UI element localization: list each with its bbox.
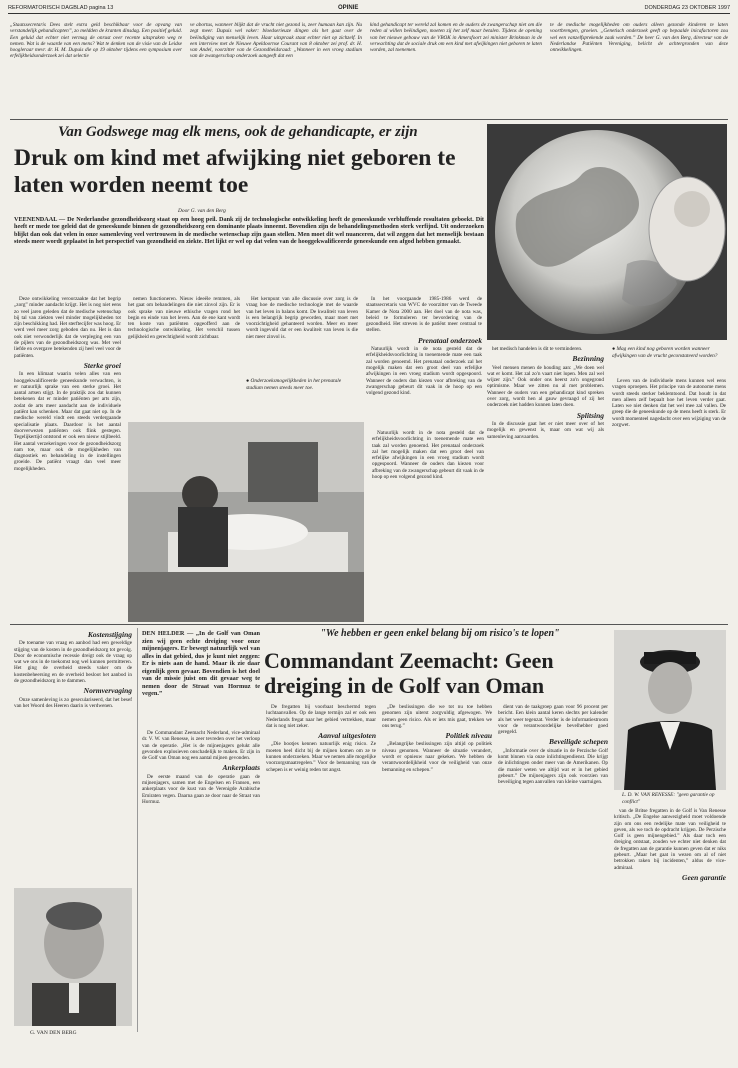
article2-headline: Commandant Zeemacht: Geen dreiging in de Golf van Oman: [264, 648, 554, 698]
article1-right-col: [614, 808, 726, 883]
article1-byline: Door G. van den Berg: [178, 208, 226, 214]
article1-col4-para: In het voorgaande 1985-1986 werd de staatssecretaris van WVC de voorzitter van de Tweede Kamer de Nota 2000 aan. Het doel van de nota was, beleid te formuleren ter bevordering van de gezondheid. Het streven is de patiënt meer centraal te stellen.: [366, 296, 482, 334]
caption-bullet-icon: ●: [246, 378, 250, 384]
subhead-kostenstijging: Kostenstijging: [87, 630, 132, 639]
subhead-geen-garantie: Geen garantie: [682, 872, 726, 882]
hospital-photo: [128, 422, 364, 622]
globe-embryo-photo: [487, 124, 727, 340]
article1-col1-para: Deze ontwikkeling veroorzaakte dat het begrip „zorg” minder aandacht krijgt. Het is nog niet eens zo veel jaren geleden dat de medische wetenschap bij tal van ziekten veel minder mogelijkheden tot zijn beschikking had. Het sterftecijfer was hoog. Er werd veel meer zorg geboden dan nu. Het is dan ook niet verwonderlijk dat de verpleging een van de pijlers van de gezondheidszorg was. Met veel liefde en overgave betekenden zij heel veel voor de patiënten.: [14, 296, 121, 359]
article2-col3-para2: „Belangrijke beslissingen zijn altijd op politiek niveau genomen. Wanneer de situatie verandert, wordt er opnieuw naar gekeken. We hebben de verantwoordelijkheid voor de veiligheid van onze bemanning en schepen.”: [382, 741, 492, 773]
article1-col3: [246, 296, 358, 342]
article1-col2-para: nemen functioneren. Nieuw ideeële remmen, als het gaat om behandelingen die niet zinvol zijn. Er is ook sprake van nieuwe ethische vragen rond het begin en einde van het leven. Aan de ene kant wordt ten koste van patiënten opgeofferd aan de technologische ontwikkeling. Het verschil tussen gelijkheid en gerechtigheid wordt zichtbaar.: [128, 296, 240, 340]
article1-col7: [14, 628, 132, 711]
article2-col2-para: De fregatten bij voorbaat beschermd tegen luchtaanvallen. Op de lange termijn zal er ook een Nederlands fregat naar het gebied vertrekken, maar dat is nog niet zeker.: [266, 704, 376, 729]
prenatal-caption: Onderzoeksmogelijkheden in het prenatale stadium nemen steeds meer toe.: [246, 378, 342, 391]
portrait-caption: G. VAN DEN BERG: [30, 1030, 77, 1036]
article1-col6: [612, 378, 726, 430]
subhead-beveiligde: Beveiligde schepen: [549, 737, 608, 747]
column-rule: [137, 628, 138, 1032]
subhead-aanval: Aanval uitgesloten: [318, 731, 376, 741]
article1-col6-para: Leven van de individuele mens kunnen wel eens vragen oproepen. Het principe van de autonome mens wordt steeds sterker beklemtoond. Dat houdt in dat men alleen zelf bepaalt hoe het leven verder gaat. Laten we niet denken dat het wel mee zal vallen. De greep die de geneeskunde op de mens heeft is sterk. Er wordt momenteel nagedacht over een wijziging van de zorgwet.: [612, 378, 726, 429]
subhead-splitsing: Splitsing: [576, 410, 604, 420]
intro-col-3: kind gehandicapt ter wereld zal komen en de ouders de zwangerschap niet om die reden al willen beëindigen, moeten zij het zelf maar betalen. Tijdens de opening van het nieuwe gebouw van de VBOK in Amersfoort zei minister Brinkman in de verwachting dat de sociale druk om een kind met afwijkingen niet geboren te laten worden, zal toenemen.: [370, 22, 542, 54]
article1-col1: [14, 296, 121, 474]
article1-col4: [366, 296, 482, 398]
article2-col1-para2: De eerste maand van de operatie gaan de mijnenjagers, samen met de Engelsen en Fransen, een ankerplaats voor de kust van de Verenigde Arabische Emiraten vegen. Daarna gaan ze door naar de Straat van Hormuz.: [142, 773, 260, 805]
article2-col4-para2: „Informatie over de situatie in de Perzische Golf komt binnen via onze inlichtingendienst. Die krijgt de inlichtingen onder meer van de Amerikanen. Op die manier weten we altijd wat er in het gebied gebeurt.” De mijnenjagers zijn ook voorzien van beveiliging tegen aanvallen van kleine vaartuigen.: [498, 747, 608, 786]
article2-col1-para: De Commandant Zeemacht Nederland, vice-admiraal dr. V. W. van Renesse, is zeer tevreden over het verloop van de operatie. „Het is de mijnenjagers gelukt alle gevonden explosieven onschadelijk te maken. Er zijn in de Golf van Oman nog een aantal mijnen gevonden.: [142, 730, 260, 762]
caption-bullet-icon: ●: [612, 346, 616, 352]
article2-col1: [142, 730, 260, 807]
portrait-van-den-berg: [14, 888, 132, 1026]
article1-col5: [487, 346, 604, 442]
header-center: OPINIE: [338, 5, 359, 11]
intro-divider: [10, 119, 728, 120]
article1-lead: VEENENDAAL — De Nederlandse gezondheidszorg staat op een hoog peil. Dank zij de technologische ontwikkeling heeft de geneeskunde verbluffende resultaten geboekt. Dit heeft er mede toe geleid dat de geneeskunde binnen de gezondheidszorg een dominante plaats inneemt. Bovendien zijn de behandelingsmethoden sterk verfijnd. Uit onderzoeken blijkt dan ook dat velen in onze samenleving veel vertrouwen in de medische wetenschap zijn gaan stellen. Men moet dit wel nuanceren, dat wil zeggen dat het menselijk bestaan steeds meer wordt geplaatst in het perspectief van gezondheid en ziekte. Het lijkt er wel op dat velen van de hooggekwalificeerde geneeskunde een afgod hebben gemaakt.: [14, 216, 484, 246]
portrait-figure: [14, 888, 132, 1026]
officer-photo: [614, 630, 726, 790]
article2-col3: [382, 704, 492, 775]
globe-caption-text: Mag een kind nog geboren worden wanneer afwijkingen van de vrucht geconstateerd worden?: [612, 346, 718, 359]
article2-col2: [266, 704, 376, 775]
article1-col4-para2: Natuurlijk wordt in de nota gesteld dat de erfelijkheidsvoorlichting in toenemende mate een taak zal worden genoemd. Het prenataal onderzoek zal het mogelijk maken dat een groot deel van erfelijke afwijkingen in een vroeg stadium wordt opgespoord. Wanneer de ouders dan kiezen voor afbreking van de zwangerschap gebeurt dit vaak in de hoop op een volgend gezond kind.: [366, 346, 482, 397]
hospital-scene: [128, 422, 364, 622]
article2-kicker: "We hebben er geen enkel belang bij om risico's te lopen": [320, 628, 560, 639]
article1-col2-caption: [246, 378, 358, 391]
intro-col-1: „Staatssecretaris Dees stelt extra geld beschikbaar voor de opvang van verstandelijk gehandicapten”, zo meldden de kranten dinsdag. Een positief geluid. Een geluid dat echter niet vermag de onrust over recente uitspraken weg te nemen. Wat is de waarde van een mens? Wat te denken van de visie van de Leidse hoogleraar mevr. dr. H. M. Dupuis die op 19 oktober tijdens een symposium over erfelijkheidsonderzoek zei dat selectie: [10, 22, 182, 60]
subhead-prenataal: Prenataal onderzoek: [418, 335, 482, 345]
right-col-para: van de Britse fregatten in de Golf is Van Renesse kritisch. „De Engelse aanwezigheid moet voldoende zijn om ons een redelijke mate van veiligheid te geven, als we toch de opdracht krijgen. De Perzische Golf is geen mijnengebied.” Als daar toch een dreiging ontstaat, zouden we echter niet denken dat de fregatten aan de garantie kunnen geven dat er niks gebeurt. „Maar het gaat in wezen om al of niet betrokken raken bij incidenten,” aldus de vice-admiraal.: [614, 808, 726, 871]
article1-col5-para3: In de discussie gaat het er niet meer over of het mogelijk en gewenst is, maar om wat wij als samenleving aanvaarden.: [487, 420, 604, 440]
subhead-normvervaging: Normvervaging: [83, 686, 132, 696]
photo-caption-globe: [612, 346, 726, 359]
subhead-politiek: Politiek niveau: [445, 731, 492, 741]
article2-lead: DEN HELDER — „In de Golf van Oman zien wij geen echte dreiging voor onze mijnenjagers. Er bewegt natuurlijk wel van alles in dat gebied, dus je kunt niet zeggen: Er is niets aan de hand. Maar ik zie daar eigenlijk geen gevaar. Bovendien is het doel van de missie juist om dit gevaar weg te nemen door de Straat van Hormuz te vegen.”: [142, 630, 260, 697]
article2-col2-para2: „Die bootjes kennen natuurlijk enig risico. Ze moeten heel dicht bij de mijnen komen om ze te kunnen onderzoeken. Maar we nemen alle mogelijke voorzorgsmaatregelen.” Voor de bemanning van de schepen is er weinig reden tot angst.: [266, 741, 376, 773]
article1-col5-para2: Veel mensen menen de houding aan: „We doen wel wat er komt. Het zal zo'n vaart niet lopen. Men zal wel wijzer zijn.” Ook onder ons heerst zo'n ongegrond optimisme. Maar we zitten nu al met problemen. Wanneer de ouders van een gehandicapt kind spreken over zorg, wordt hen al gauw gevraagd of zij het onderzoek niet hadden kunnen laten doen.: [487, 364, 604, 409]
article1-headline: Druk om kind met afwijking niet geboren te laten worden neemt toe: [14, 145, 456, 198]
article1-col3-para: Het kernpunt van alle discussie over zorg is de vraag hoe de medische technologie met de waarde van het leven in balans komt. De kwaliteit van leven is een belangrijk begrip geworden, maar moet met voorzichtigheid gehanteerd worden. Meer en meer wordt ingevuld dat er een kwaliteit van leven is die niet meer zinvol is.: [246, 296, 358, 340]
header-left: REFORMATORISCH DAGBLAD pagina 13: [8, 5, 114, 11]
intro-col-4: te de medische mogelijkheden om ouders alleen gezonde kinderen te laten voortbrengen, groeien. „Genetisch onderzoek geeft op bepaalde inicafactoren zou wel een vanzelfsprekende zaak worden.” De heer G. van den Berg, directeur van de Nederlandse Patiënten Vereniging, belicht de achtergronden van deze ontwikkelingen.: [550, 22, 728, 54]
article1-col4b: [372, 430, 484, 482]
article2-col3-para: „De beslissingen die we tot nu toe hebben genomen zijn uiterst zorgvuldig afgewogen. We nemen geen risico. Als er iets mis gaat, trekken we ons terug.”: [382, 704, 492, 729]
page-header: [8, 4, 730, 14]
article-divider: [10, 624, 728, 625]
article1-col4b-para: Natuurlijk wordt in de nota gesteld dat de erfelijkheidsvoorlichting in toenemende mate een taak zal worden genoemd. Het prenataal onderzoek zal het mogelijk maken dat een groot deel van erfelijke afwijkingen in een vroeg stadium wordt opgespoord. Wanneer de ouders dan kiezen voor afbreking van de zwangerschap gebeurt dit vaak in de hoop op een volgend gezond kind.: [372, 430, 484, 481]
subhead-ankerplaats: Ankerplaats: [222, 763, 260, 773]
officer-caption: L. D. W. VAN RENESSE: "geen garantie op conflict": [622, 792, 715, 805]
intro-col-2: ve abortus, wanneer blijkt dat de vrucht niet gezond is, zeer humaan kan zijn. Nu zegt meer. Dupuis wel vaker: bloedserieuze dingen als het gaat over de beëindiging van menselijk leven. Haar uitspraak staat echter niet op zichzelf. In een interview met de Nieuwe Apeldoornse Courant van 8 oktober zei prof. dr. H. van Andel, voorzitter van de Gezondheidsraad: „Wanneer in een vroeg stadium van de zwangerschap onderzoek aangeeft dat een: [190, 22, 362, 60]
globe-illustration: [487, 124, 727, 340]
article1-col5-para: het medisch handelen is dit te verminderen.: [492, 346, 583, 352]
article2-col4: [498, 704, 608, 788]
article2-col4-para: dient van de taakgroep gaan voor 96 procent per bericht. Een klein aantal keren slechts per kalender als het weer tegenzat. Verder is de informatiestroom voor de verantwoordelijke bevelhebber goed geregeld.: [498, 704, 608, 736]
article1-col7-para2: Onze samenleving is zo geseculariseerd, dat het besef van het Woord des Heeren daarin is verdwenen.: [14, 696, 132, 709]
article1-col7-para: De toename van vraag en aanbod had een geweldige stijging van de kosten in de gezondheidszorg tot gevolg. Door de economische recessie dreigt ook de vraag op wat we ons in de toekomst nog wel kunnen permitteren. Het ging de overheid steeds vaker om de kostenbeheersing en de overheid besloot het aanbod in de gezondheidszorg in te dammen.: [14, 640, 132, 685]
header-right: DONDERDAG 23 OKTOBER 1997: [644, 5, 730, 11]
article1-col1-para2: In een klimaat waarin velen alles van een hooggekwalificeerde geneeskunde verwachten, is er natuurlijk sprake van een sterke groei. Het aantal artsen stijgt. In de praktijk zou dat kunnen betekenen dat er minder patiënten per arts zijn, zodat de arts meer aandacht aan de individuele patiënt kan schenken. Maar dat gaat niet op. In de medische wereld vindt een steeds verdergaande specialisatie plaats. Daardoor is het aantal doorverwezen patiënten ook flink gestegen. Tegelijkertijd ontstond er ook een nieuw stijlbeeld. Het aantal verzekeringen voor de gezondheidszorg nam toe, maar ook de mogelijkheden van diagnostiek en behandeling in de instellingen groeide. De patiënt vraagt dan veel meer mogelijkheden.: [14, 371, 121, 472]
officer-figure: [614, 630, 726, 790]
subhead-sterke-groei: Sterke groei: [83, 360, 121, 370]
article1-kicker: Van Godswege mag elk mens, ook de gehandicapte, er zijn: [58, 124, 418, 140]
article1-col2: [128, 296, 240, 342]
subhead-bezinning: Bezinning: [572, 354, 604, 364]
